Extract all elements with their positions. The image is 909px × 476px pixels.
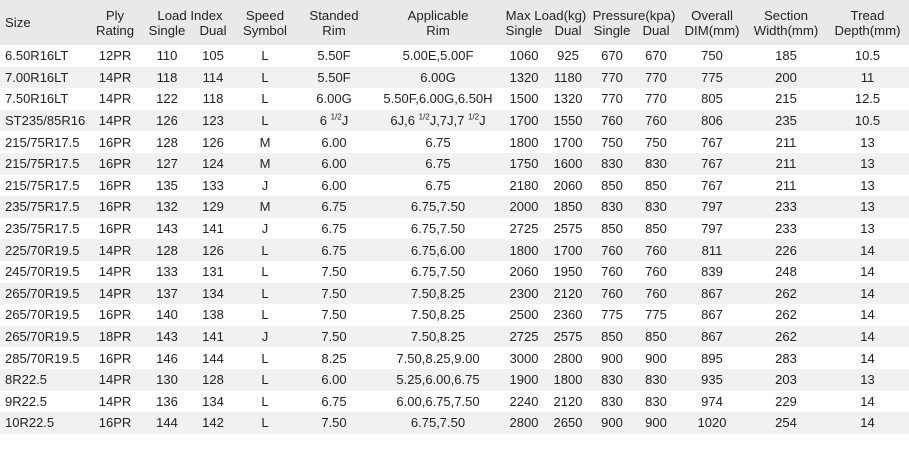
cell-max-load: 1320 1180 xyxy=(509,69,582,85)
cell-speed-symbol: L xyxy=(261,91,269,107)
cell-pressure: 770 770 xyxy=(601,91,667,107)
cell-pressure: 775 775 xyxy=(601,307,667,323)
cell-applicable-rim: 5.00E,5.00F xyxy=(402,48,474,64)
cell-applicable-rim: 7.50,8.25 xyxy=(410,285,466,301)
cell-standed-rim: 6 $^{1/2}$J xyxy=(319,112,349,129)
cell-applicable-rim: 7.50,8.25 xyxy=(410,329,466,345)
cell-max-load: 2000 1850 xyxy=(509,199,583,215)
cell-load-index: 130 128 xyxy=(156,372,224,388)
cell-max-load: 1750 1600 xyxy=(509,156,583,172)
table-row xyxy=(0,283,909,305)
cell-pressure: 770 770 xyxy=(601,69,667,85)
cell-overall-dim: 974 xyxy=(701,393,723,409)
cell-load-index: 133 131 xyxy=(156,264,224,280)
cell-size: 7.50R16LT xyxy=(5,91,69,107)
cell-section-width: 254 xyxy=(775,415,797,431)
cell-overall-dim: 767 xyxy=(701,156,723,172)
cell-size: 215/75R17.5 xyxy=(5,177,80,193)
cell-tread-depth: 14 xyxy=(860,242,875,258)
table-header xyxy=(0,0,909,45)
cell-overall-dim: 806 xyxy=(701,113,723,129)
cell-speed-symbol: L xyxy=(261,415,269,431)
cell-ply-rating: 16PR xyxy=(98,156,132,172)
table-row xyxy=(0,239,909,261)
cell-section-width: 226 xyxy=(775,242,797,258)
cell-tread-depth: 13 xyxy=(860,156,875,172)
cell-tread-depth: 14 xyxy=(860,264,875,280)
cell-ply-rating: 14PR xyxy=(98,264,132,280)
cell-ply-rating: 16PR xyxy=(98,177,132,193)
header-section: Section Width(mm) xyxy=(753,7,819,38)
cell-speed-symbol: L xyxy=(261,113,269,129)
cell-speed-symbol: L xyxy=(261,242,269,258)
cell-load-index: 135 133 xyxy=(156,177,224,193)
cell-pressure: 760 760 xyxy=(601,113,667,129)
cell-ply-rating: 18PR xyxy=(98,329,132,345)
cell-overall-dim: 805 xyxy=(701,91,723,107)
cell-applicable-rim: 7.50,8.25,9.00 xyxy=(396,350,480,366)
cell-applicable-rim: 6J,6 $^{1/2}$J,7J,7 $^{1/2}$J xyxy=(390,112,486,129)
cell-applicable-rim: 7.50,8.25 xyxy=(410,307,466,323)
cell-overall-dim: 811 xyxy=(701,242,723,258)
cell-speed-symbol: L xyxy=(261,372,269,388)
cell-speed-symbol: J xyxy=(261,177,269,193)
cell-section-width: 211 xyxy=(775,156,797,172)
header-speed: Speed Symbol xyxy=(243,7,287,38)
cell-max-load: 1800 1700 xyxy=(509,242,583,258)
cell-overall-dim: 767 xyxy=(701,177,723,193)
cell-ply-rating: 16PR xyxy=(98,221,132,237)
cell-max-load: 2300 2120 xyxy=(509,285,583,301)
cell-pressure: 750 750 xyxy=(601,134,667,150)
table-row xyxy=(0,218,909,240)
cell-speed-symbol: L xyxy=(261,393,269,409)
table-row xyxy=(0,412,909,434)
table-row xyxy=(0,45,909,67)
cell-size: 215/75R17.5 xyxy=(5,134,80,150)
cell-section-width: 262 xyxy=(775,307,797,323)
cell-applicable-rim: 6.00G xyxy=(420,69,456,85)
cell-load-index: 137 134 xyxy=(156,285,224,301)
cell-max-load: 1060 925 xyxy=(509,48,579,64)
cell-size: 235/75R17.5 xyxy=(5,199,80,215)
cell-section-width: 262 xyxy=(775,285,797,301)
cell-standed-rim: 8.25 xyxy=(321,350,347,366)
cell-size: 8R22.5 xyxy=(5,372,47,388)
cell-load-index: 118 114 xyxy=(156,69,224,85)
cell-applicable-rim: 6.75,7.50 xyxy=(410,221,466,237)
cell-tread-depth: 13 xyxy=(860,134,875,150)
table-row xyxy=(0,131,909,153)
cell-pressure: 760 760 xyxy=(601,264,667,280)
cell-standed-rim: 6.75 xyxy=(321,393,347,409)
cell-overall-dim: 775 xyxy=(701,69,723,85)
cell-speed-symbol: M xyxy=(259,199,271,215)
cell-size: 9R22.5 xyxy=(5,393,47,409)
header-row xyxy=(0,0,909,45)
table-body xyxy=(0,45,909,434)
cell-speed-symbol: J xyxy=(261,221,269,237)
cell-pressure: 830 830 xyxy=(601,199,667,215)
cell-size: 7.00R16LT xyxy=(5,69,69,85)
cell-overall-dim: 1020 xyxy=(697,415,727,431)
cell-pressure: 760 760 xyxy=(601,242,667,258)
cell-speed-symbol: L xyxy=(261,69,269,85)
cell-section-width: 211 xyxy=(775,134,797,150)
cell-ply-rating: 14PR xyxy=(98,91,132,107)
cell-section-width: 283 xyxy=(775,350,797,366)
table-row xyxy=(0,347,909,369)
cell-tread-depth: 13 xyxy=(860,199,875,215)
cell-speed-symbol: J xyxy=(261,329,269,345)
cell-size: ST235/85R16 xyxy=(5,113,86,129)
cell-ply-rating: 14PR xyxy=(98,242,132,258)
cell-load-index: 110 105 xyxy=(156,48,224,64)
cell-ply-rating: 14PR xyxy=(98,69,132,85)
cell-applicable-rim: 6.75,7.50 xyxy=(410,415,466,431)
cell-max-load: 2500 2360 xyxy=(509,307,583,323)
cell-applicable-rim: 5.25,6.00,6.75 xyxy=(396,372,480,388)
cell-load-index: 143 141 xyxy=(156,221,224,237)
cell-tread-depth: 14 xyxy=(860,307,875,323)
header-standed-rim: Standed Rim xyxy=(309,7,359,38)
table-row xyxy=(0,304,909,326)
cell-tread-depth: 13 xyxy=(860,177,875,193)
header-load-index: Load Index Single Dual xyxy=(148,7,227,38)
header-tread: Tread Depth(mm) xyxy=(834,7,901,38)
cell-size: 265/70R19.5 xyxy=(5,329,80,345)
cell-ply-rating: 12PR xyxy=(98,48,132,64)
cell-standed-rim: 5.50F xyxy=(317,69,351,85)
cell-tread-depth: 13 xyxy=(860,372,875,388)
cell-pressure: 830 830 xyxy=(601,156,667,172)
cell-load-index: 126 123 xyxy=(156,113,224,129)
header-size: Size xyxy=(5,15,31,30)
cell-overall-dim: 935 xyxy=(701,372,723,388)
cell-speed-symbol: L xyxy=(261,350,269,366)
cell-size: 285/70R19.5 xyxy=(5,350,80,366)
table-row xyxy=(0,261,909,283)
cell-max-load: 1900 1800 xyxy=(509,372,583,388)
cell-standed-rim: 7.50 xyxy=(321,307,347,323)
cell-section-width: 262 xyxy=(775,329,797,345)
cell-pressure: 850 850 xyxy=(601,177,667,193)
cell-load-index: 132 129 xyxy=(156,199,224,215)
cell-pressure: 760 760 xyxy=(601,285,667,301)
cell-standed-rim: 7.50 xyxy=(321,415,347,431)
cell-size: 215/75R17.5 xyxy=(5,156,80,172)
cell-size: 235/75R17.5 xyxy=(5,221,80,237)
cell-max-load: 1500 1320 xyxy=(509,91,583,107)
cell-speed-symbol: L xyxy=(261,285,269,301)
table-row xyxy=(0,175,909,197)
cell-size: 245/70R19.5 xyxy=(5,264,80,280)
cell-max-load: 2060 1950 xyxy=(509,264,583,280)
cell-load-index: 136 134 xyxy=(156,393,224,409)
cell-standed-rim: 7.50 xyxy=(321,285,347,301)
cell-applicable-rim: 6.75 xyxy=(425,156,451,172)
table-row xyxy=(0,391,909,413)
cell-tread-depth: 10.5 xyxy=(854,48,881,64)
cell-pressure: 900 900 xyxy=(601,415,667,431)
cell-max-load: 2180 2060 xyxy=(509,177,583,193)
cell-standed-rim: 6.75 xyxy=(321,199,347,215)
cell-section-width: 233 xyxy=(775,221,797,237)
cell-standed-rim: 6.00 xyxy=(321,156,347,172)
cell-section-width: 229 xyxy=(775,393,797,409)
cell-section-width: 235 xyxy=(775,113,797,129)
cell-max-load: 3000 2800 xyxy=(509,350,583,366)
cell-load-index: 128 126 xyxy=(156,242,224,258)
cell-size: 265/70R19.5 xyxy=(5,307,80,323)
table-row xyxy=(0,326,909,348)
cell-pressure: 900 900 xyxy=(601,350,667,366)
cell-load-index: 128 126 xyxy=(156,134,224,150)
cell-section-width: 211 xyxy=(775,177,797,193)
cell-pressure: 830 830 xyxy=(601,372,667,388)
cell-tread-depth: 14 xyxy=(860,285,875,301)
cell-standed-rim: 6.75 xyxy=(321,221,347,237)
cell-tread-depth: 14 xyxy=(860,415,875,431)
cell-pressure: 830 830 xyxy=(601,393,667,409)
cell-ply-rating: 16PR xyxy=(98,350,132,366)
cell-ply-rating: 14PR xyxy=(98,393,132,409)
cell-load-index: 127 124 xyxy=(156,156,224,172)
cell-standed-rim: 6.75 xyxy=(321,242,347,258)
cell-pressure: 850 850 xyxy=(601,221,667,237)
cell-tread-depth: 14 xyxy=(860,329,875,345)
header-ply: Ply Rating xyxy=(95,7,135,38)
table-row xyxy=(0,369,909,391)
cell-standed-rim: 7.50 xyxy=(321,264,347,280)
cell-speed-symbol: L xyxy=(261,264,269,280)
cell-applicable-rim: 6.75,6.00 xyxy=(410,242,466,258)
cell-applicable-rim: 6.75,7.50 xyxy=(410,264,466,280)
cell-section-width: 200 xyxy=(775,69,797,85)
cell-load-index: 122 118 xyxy=(156,91,224,107)
cell-pressure: 850 850 xyxy=(601,329,667,345)
cell-section-width: 233 xyxy=(775,199,797,215)
cell-standed-rim: 5.50F xyxy=(317,48,351,64)
header-pressure: Pressure(kpa) Single Dual xyxy=(592,7,676,38)
table-row xyxy=(0,153,909,175)
cell-overall-dim: 750 xyxy=(701,48,723,64)
cell-tread-depth: 14 xyxy=(860,393,875,409)
table-row xyxy=(0,88,909,110)
cell-section-width: 203 xyxy=(775,372,797,388)
cell-tread-depth: 12.5 xyxy=(854,91,881,107)
header-applicable-rim: Applicable Rim xyxy=(407,7,469,38)
cell-overall-dim: 895 xyxy=(701,350,723,366)
cell-ply-rating: 14PR xyxy=(98,372,132,388)
cell-speed-symbol: L xyxy=(261,48,269,64)
cell-overall-dim: 867 xyxy=(701,285,723,301)
cell-max-load: 2725 2575 xyxy=(509,329,583,345)
table-row xyxy=(0,110,909,132)
cell-size: 225/70R19.5 xyxy=(5,242,80,258)
cell-size: 6.50R16LT xyxy=(5,48,69,64)
cell-speed-symbol: M xyxy=(259,134,271,150)
cell-max-load: 2725 2575 xyxy=(509,221,583,237)
cell-speed-symbol: L xyxy=(261,307,269,323)
cell-applicable-rim: 6.75 xyxy=(425,134,451,150)
cell-overall-dim: 797 xyxy=(701,221,723,237)
cell-overall-dim: 839 xyxy=(701,264,723,280)
cell-load-index: 144 142 xyxy=(156,415,224,431)
cell-standed-rim: 6.00 xyxy=(321,177,347,193)
cell-standed-rim: 6.00 xyxy=(321,134,347,150)
cell-standed-rim: 7.50 xyxy=(321,329,347,345)
cell-size: 265/70R19.5 xyxy=(5,285,80,301)
cell-tread-depth: 13 xyxy=(860,221,875,237)
cell-ply-rating: 16PR xyxy=(98,199,132,215)
cell-max-load: 1700 1550 xyxy=(509,113,583,129)
cell-ply-rating: 16PR xyxy=(98,134,132,150)
cell-max-load: 1800 1700 xyxy=(509,134,583,150)
cell-load-index: 140 138 xyxy=(156,307,224,323)
cell-tread-depth: 11 xyxy=(860,69,875,85)
cell-size: 10R22.5 xyxy=(5,415,55,431)
cell-standed-rim: 6.00G xyxy=(316,91,352,107)
cell-overall-dim: 867 xyxy=(701,307,723,323)
header-overall: Overall DIM(mm) xyxy=(684,7,740,38)
cell-tread-depth: 10.5 xyxy=(854,113,881,129)
cell-section-width: 185 xyxy=(775,48,797,64)
cell-applicable-rim: 5.50F,6.00G,6.50H xyxy=(383,91,493,107)
table-row xyxy=(0,67,909,89)
cell-standed-rim: 6.00 xyxy=(321,372,347,388)
cell-applicable-rim: 6.75,7.50 xyxy=(410,199,466,215)
cell-max-load: 2240 2120 xyxy=(509,393,583,409)
cell-ply-rating: 14PR xyxy=(98,113,132,129)
table-row xyxy=(0,196,909,218)
cell-ply-rating: 16PR xyxy=(98,415,132,431)
cell-overall-dim: 767 xyxy=(701,134,723,150)
cell-section-width: 215 xyxy=(775,91,797,107)
header-max-load: Max Load(kg) Single Dual xyxy=(505,7,587,38)
cell-overall-dim: 797 xyxy=(701,199,723,215)
cell-overall-dim: 867 xyxy=(701,329,723,345)
cell-ply-rating: 14PR xyxy=(98,285,132,301)
cell-tread-depth: 14 xyxy=(860,350,875,366)
cell-section-width: 248 xyxy=(775,264,797,280)
cell-load-index: 143 141 xyxy=(156,329,224,345)
cell-applicable-rim: 6.00,6.75,7.50 xyxy=(396,393,480,409)
cell-speed-symbol: M xyxy=(259,156,271,172)
cell-applicable-rim: 6.75 xyxy=(425,177,451,193)
cell-pressure: 670 670 xyxy=(601,48,667,64)
cell-ply-rating: 16PR xyxy=(98,307,132,323)
cell-max-load: 2800 2650 xyxy=(509,415,583,431)
cell-load-index: 146 144 xyxy=(156,350,224,366)
